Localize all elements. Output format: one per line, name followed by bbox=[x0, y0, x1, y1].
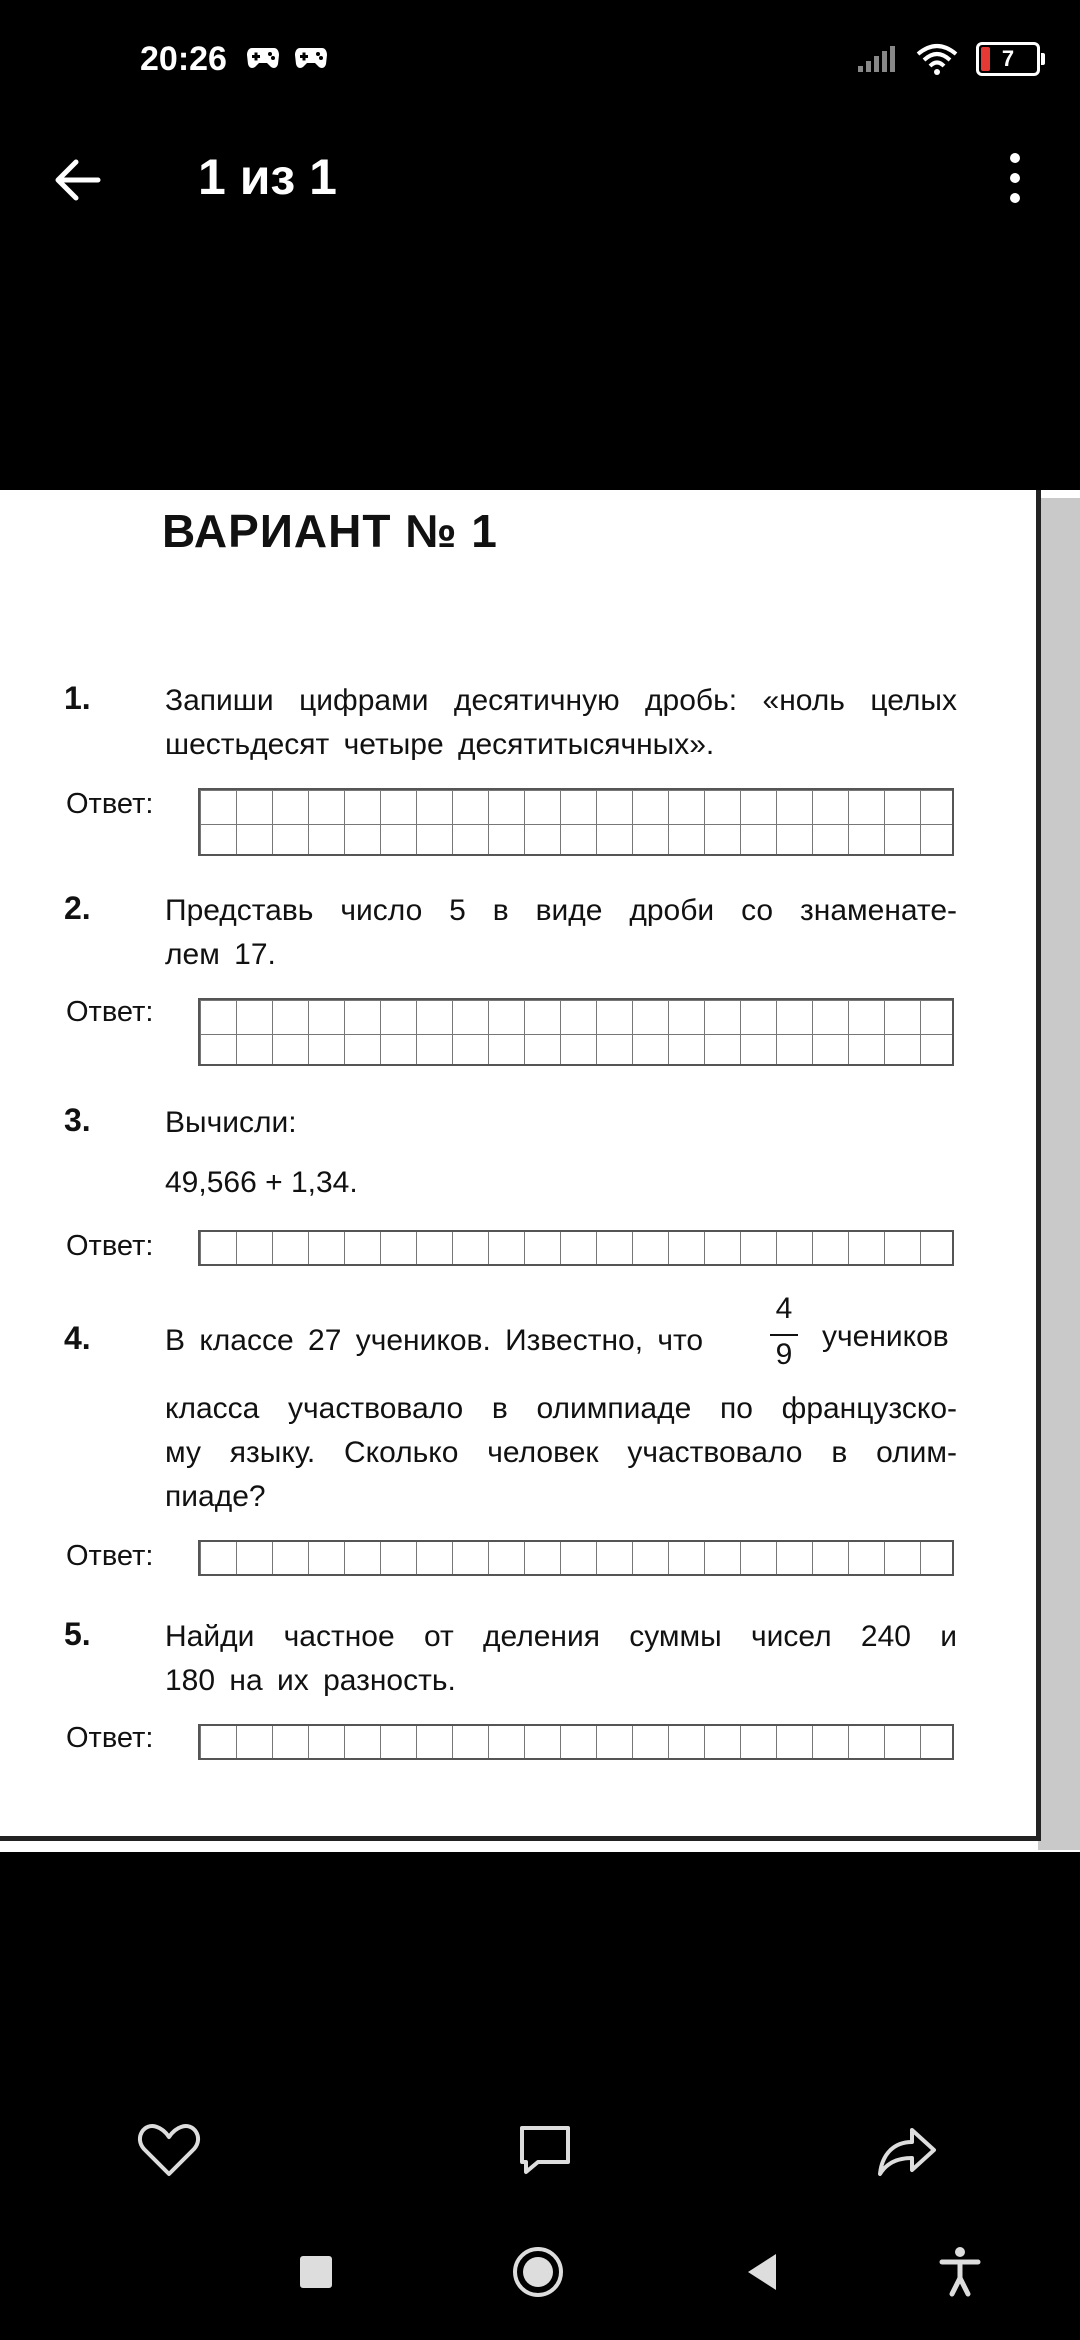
answer-2-grid[interactable] bbox=[198, 998, 954, 1066]
battery-level bbox=[981, 47, 990, 71]
question-5-line-1: Найди частное от деления суммы чисел 240 и bbox=[165, 1620, 957, 1653]
question-2-line-1: Представь число 5 в виде дроби со знаменате- bbox=[165, 894, 957, 927]
battery-percent: 7 bbox=[1001, 46, 1015, 71]
answer-4-grid[interactable] bbox=[198, 1540, 954, 1576]
gamepad-icon bbox=[246, 46, 280, 70]
question-4-line-4: пиаде? bbox=[165, 1480, 266, 1513]
question-4-line-1b: учеников bbox=[822, 1320, 949, 1353]
question-2-number: 2. bbox=[64, 890, 91, 926]
page-border-right bbox=[1036, 490, 1041, 1840]
share-icon[interactable] bbox=[874, 2118, 940, 2184]
gamepad-icon bbox=[294, 46, 328, 70]
answer-5-label: Ответ: bbox=[66, 1722, 154, 1754]
page-shadow bbox=[1038, 498, 1080, 1850]
home-button-icon[interactable] bbox=[508, 2242, 568, 2302]
recents-button-icon[interactable] bbox=[286, 2242, 346, 2302]
answer-3-grid[interactable] bbox=[198, 1230, 954, 1266]
question-4-line-3: му языку. Сколько человек участвовало в олим- bbox=[165, 1436, 957, 1469]
answer-1-grid[interactable] bbox=[198, 788, 954, 856]
status-bar bbox=[0, 0, 1080, 120]
wifi-icon bbox=[914, 42, 960, 76]
question-3-number: 3. bbox=[64, 1102, 91, 1138]
question-1-line-1: Запиши цифрами десятичную дробь: «ноль целых bbox=[165, 684, 957, 717]
comment-icon[interactable] bbox=[512, 2118, 578, 2184]
question-4-number: 4. bbox=[64, 1320, 91, 1356]
more-options-icon[interactable] bbox=[1000, 148, 1030, 208]
variant-title: ВАРИАНТ № 1 bbox=[162, 505, 498, 557]
battery-icon bbox=[976, 42, 1040, 76]
page-counter-title: 1 из 1 bbox=[198, 149, 337, 205]
fraction-denominator: 9 bbox=[775, 1338, 793, 1371]
status-time: 20:26 bbox=[140, 40, 227, 78]
answer-4-label: Ответ: bbox=[66, 1540, 154, 1572]
answer-3-label: Ответ: bbox=[66, 1230, 154, 1262]
question-5-number: 5. bbox=[64, 1616, 91, 1652]
question-2-line-2: лем 17. bbox=[165, 938, 276, 971]
answer-1-label: Ответ: bbox=[66, 788, 154, 820]
fraction-numerator: 4 bbox=[775, 1292, 793, 1325]
question-1-line-2: шестьдесят четыре десятитысячных». bbox=[165, 728, 715, 761]
answer-5-grid[interactable] bbox=[198, 1724, 954, 1760]
question-3-expression: 49,566 + 1,34. bbox=[165, 1166, 358, 1199]
back-button-icon[interactable] bbox=[732, 2242, 792, 2302]
answer-2-label: Ответ: bbox=[66, 996, 154, 1028]
heart-icon[interactable] bbox=[136, 2118, 202, 2184]
fraction-bar bbox=[770, 1334, 798, 1336]
question-5-line-2: 180 на их разность. bbox=[165, 1664, 456, 1697]
accessibility-icon[interactable] bbox=[930, 2242, 990, 2302]
question-4-line-2: класса участвовало в олимпиаде по французско- bbox=[165, 1392, 957, 1425]
question-3-line-1: Вычисли: bbox=[165, 1106, 297, 1139]
question-1-number: 1. bbox=[64, 680, 91, 716]
signal-icon bbox=[856, 44, 898, 74]
page-border-bottom bbox=[0, 1836, 1041, 1841]
document-image[interactable] bbox=[0, 490, 1080, 1852]
back-arrow-icon[interactable] bbox=[48, 150, 108, 210]
question-4-line-1a: В классе 27 учеников. Известно, что bbox=[165, 1324, 704, 1357]
